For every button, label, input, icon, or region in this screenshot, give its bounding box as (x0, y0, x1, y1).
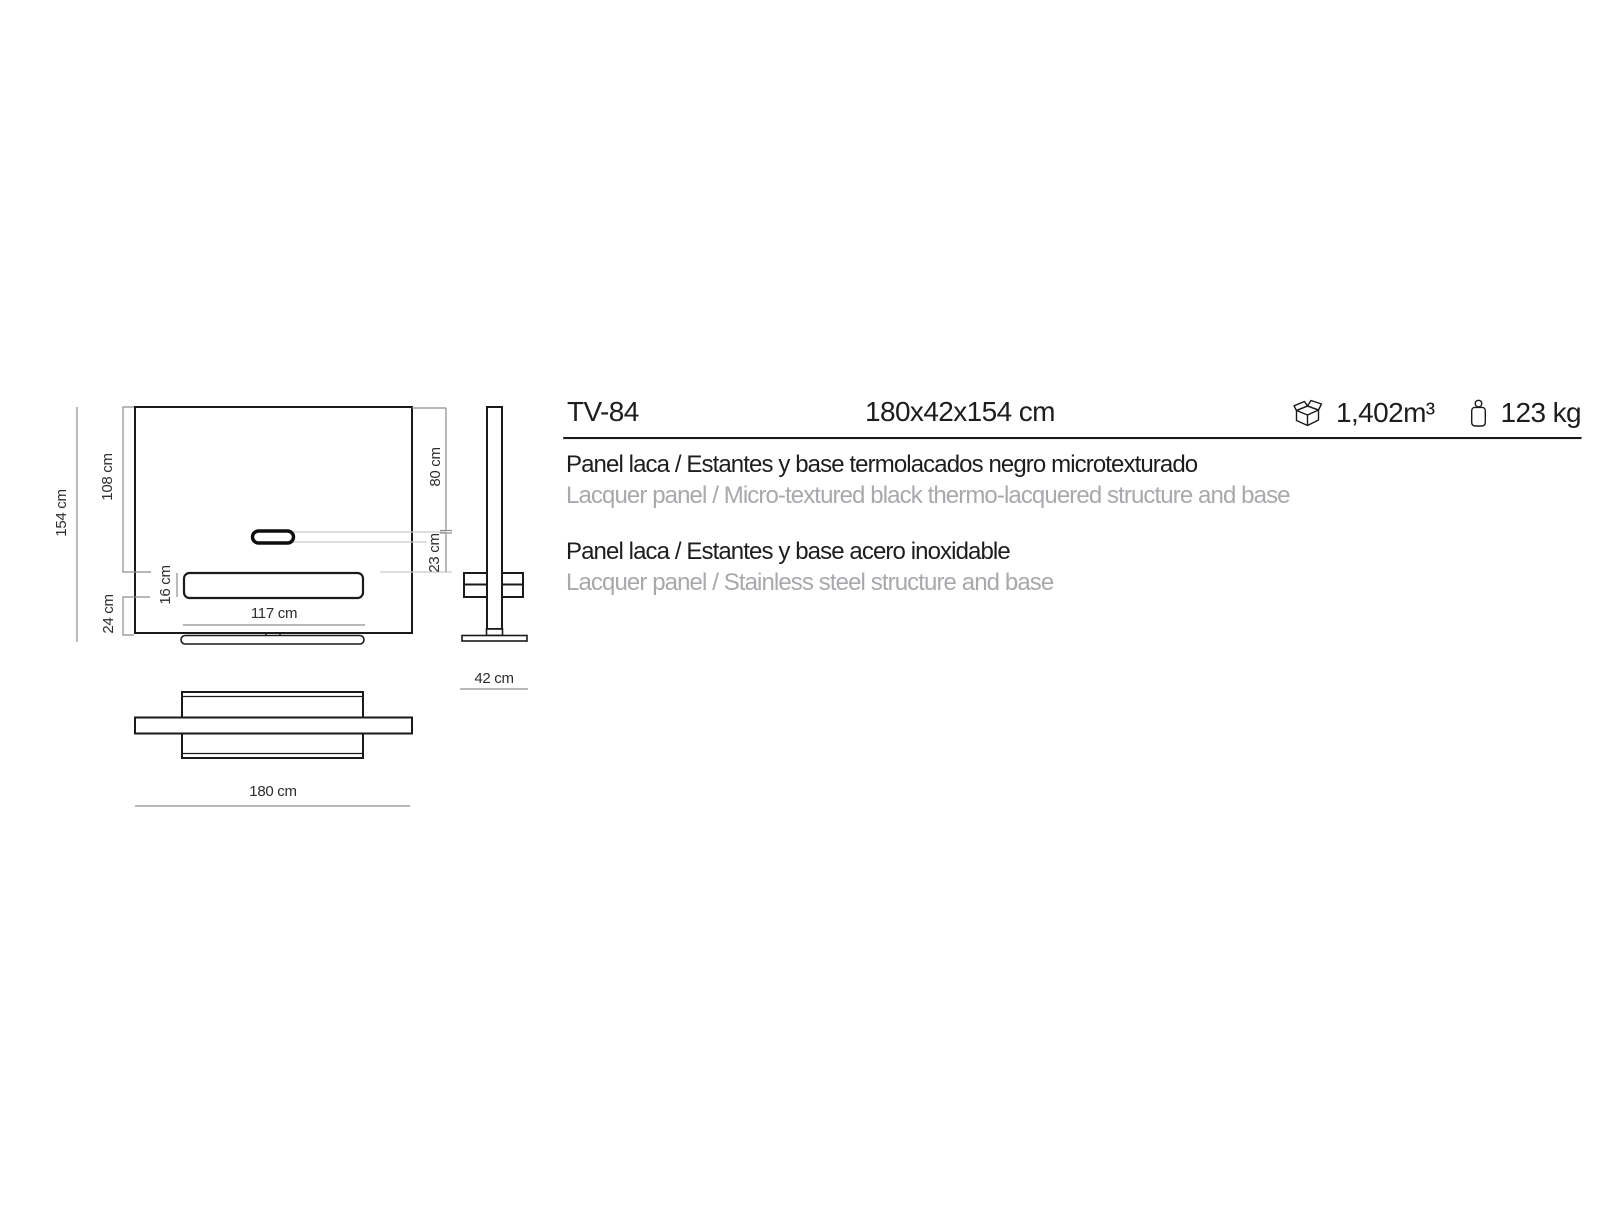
top-panel-bar (135, 718, 412, 734)
front-base (181, 636, 364, 645)
volume-value: 1,402m³ (1336, 397, 1435, 428)
finish-1-spanish: Panel laca / Estantes y base termolacados negro microtexturado (566, 451, 1198, 478)
label-total-width: 180 cm (249, 783, 297, 800)
label-top-to-hole: 80 cm (427, 447, 444, 487)
weight-icon (1469, 399, 1488, 427)
finish-1-english: Lacquer panel / Micro-textured black thermo-lacquered structure and base (566, 482, 1290, 509)
box-icon (1292, 398, 1323, 428)
side-base (462, 636, 527, 642)
header-divider (563, 437, 1582, 440)
finish-option-1 (566, 449, 1566, 511)
shipping-specs (1292, 393, 1581, 433)
product-size: 180x42x154 cm (865, 396, 1055, 427)
top-view (135, 692, 412, 806)
label-hole-to-shelf: 23 cm (426, 533, 443, 573)
weight-value: 123 kg (1500, 397, 1581, 428)
finish-2-english: Lacquer panel / Stainless steel structure and base (566, 569, 1054, 596)
label-total-height: 154 cm (53, 489, 70, 537)
front-shelf (184, 573, 363, 598)
finish-option-2 (566, 536, 1566, 598)
finish-2-spanish: Panel laca / Estantes y base acero inoxidable (566, 538, 1010, 565)
cable-hole (253, 531, 294, 543)
label-panel-height: 108 cm (99, 453, 116, 501)
side-view (460, 407, 528, 689)
side-panel (487, 407, 502, 629)
label-shelf-width: 117 cm (250, 605, 298, 622)
side-foot (487, 629, 503, 636)
product-model: TV-84 (567, 396, 639, 427)
finish-options (566, 449, 1566, 598)
label-shelf-height: 16 cm (157, 565, 174, 605)
label-bottom-clearance: 24 cm (100, 594, 117, 634)
label-depth: 42 cm (474, 670, 514, 687)
